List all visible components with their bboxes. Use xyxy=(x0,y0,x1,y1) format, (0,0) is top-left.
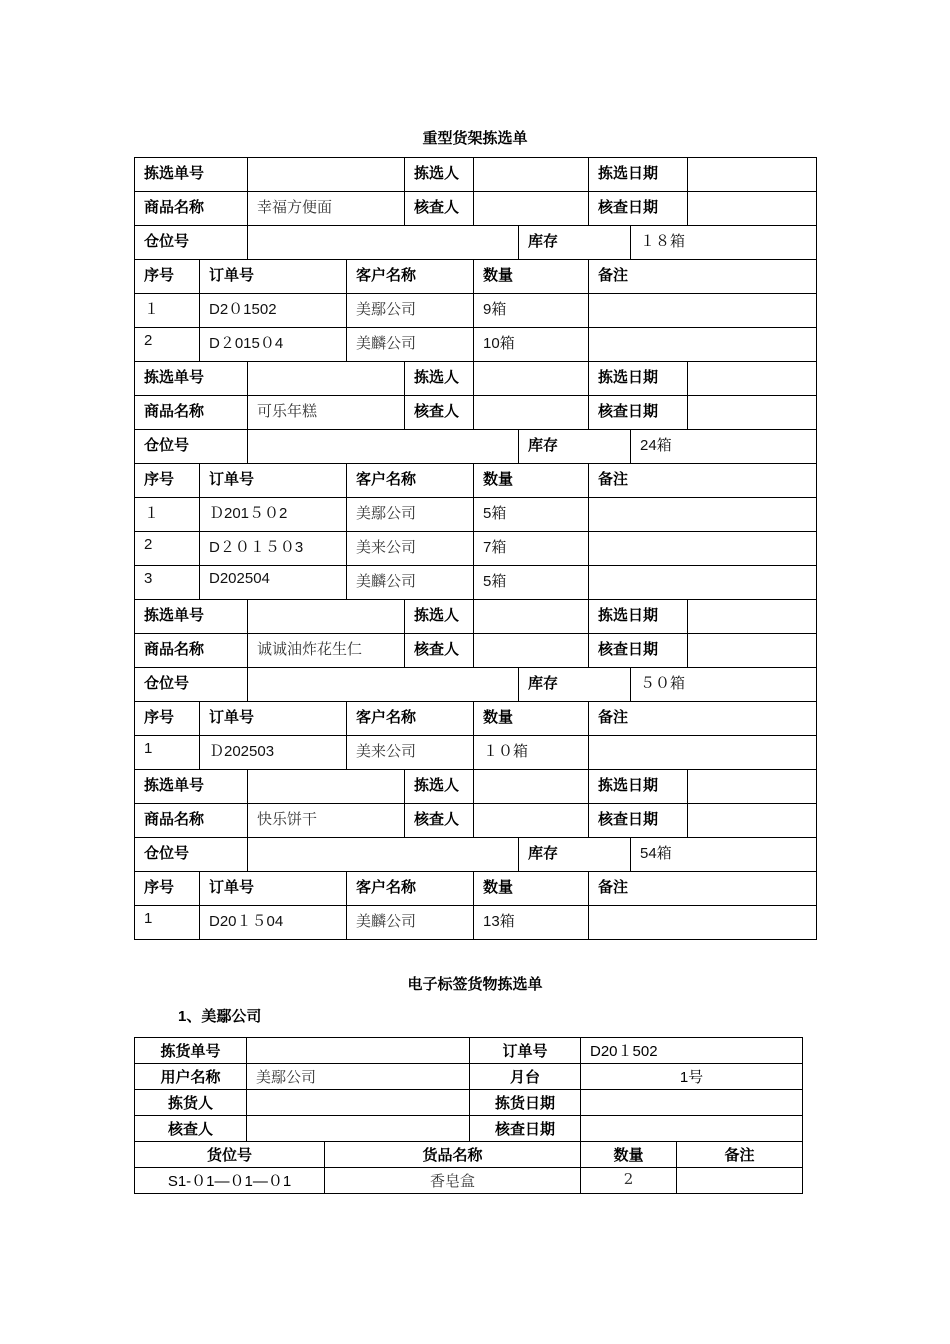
item-row xyxy=(135,566,817,600)
qty-value: １０箱 xyxy=(474,736,589,770)
order-no-value: D202504 xyxy=(200,566,347,600)
user-name-label: 用户名称 xyxy=(135,1064,247,1090)
seq-value: 2 xyxy=(135,328,200,362)
qty-value: 10箱 xyxy=(474,328,589,362)
check-date-value[interactable] xyxy=(688,192,817,226)
pick-date-value[interactable] xyxy=(688,770,817,804)
picker-label: 拣选人 xyxy=(405,770,474,804)
checker-value[interactable] xyxy=(474,192,589,226)
location-header: 货位号 xyxy=(135,1142,325,1168)
order-no-value: Ｄ201５０2 xyxy=(200,498,347,532)
location-no-value[interactable] xyxy=(248,838,519,872)
remark-header: 备注 xyxy=(677,1142,803,1168)
customer-subtitle: 1、美鄢公司 xyxy=(178,1008,262,1025)
electronic-label-title: 电子标签货物拣选单 xyxy=(407,976,543,993)
pick-date-value[interactable] xyxy=(581,1090,803,1116)
pick-no-label: 拣选单号 xyxy=(135,600,248,634)
remark-value[interactable] xyxy=(589,294,817,328)
goods-name-value: 香皂盒 xyxy=(325,1168,581,1194)
remark-value[interactable] xyxy=(589,498,817,532)
location-no-label: 仓位号 xyxy=(135,838,248,872)
remark-value[interactable] xyxy=(589,906,817,940)
qty-value: 5箱 xyxy=(474,498,589,532)
pick-no-row xyxy=(135,362,817,396)
order-no-value: D20１５04 xyxy=(200,906,347,940)
qty-value: 13箱 xyxy=(474,906,589,940)
pick-no-value[interactable] xyxy=(248,770,405,804)
pick-date-value[interactable] xyxy=(688,158,817,192)
pick-no-row xyxy=(135,770,817,804)
remark-value[interactable] xyxy=(589,328,817,362)
qty-value: 9箱 xyxy=(474,294,589,328)
electronic-pick-table xyxy=(134,1037,803,1194)
product-name-value: 幸福方便面 xyxy=(248,192,405,226)
checker-value[interactable] xyxy=(474,396,589,430)
picker-label: 拣选人 xyxy=(405,600,474,634)
remark-header: 备注 xyxy=(589,464,817,498)
pick-no-label: 拣选单号 xyxy=(135,770,248,804)
item-header-row xyxy=(135,464,817,498)
item-row xyxy=(135,532,817,566)
picker-label: 拣选人 xyxy=(405,158,474,192)
customer-value: 美来公司 xyxy=(347,736,474,770)
qty-header: 数量 xyxy=(474,464,589,498)
picker-label: 拣货人 xyxy=(135,1090,247,1116)
product-name-label: 商品名称 xyxy=(135,396,248,430)
checker-label: 核查人 xyxy=(405,804,474,838)
seq-value: 2 xyxy=(135,532,200,566)
location-no-value[interactable] xyxy=(248,430,519,464)
item-row xyxy=(135,736,817,770)
check-date-label: 核查日期 xyxy=(589,804,688,838)
product-name-label: 商品名称 xyxy=(135,634,248,668)
picker-value[interactable] xyxy=(474,158,589,192)
pick-date-label: 拣选日期 xyxy=(589,600,688,634)
checker-label: 核查人 xyxy=(405,396,474,430)
product-name-label: 商品名称 xyxy=(135,804,248,838)
pick-date-label: 拣货日期 xyxy=(470,1090,581,1116)
location-row xyxy=(135,668,817,702)
seq-header: 序号 xyxy=(135,260,200,294)
qty-header: 数量 xyxy=(474,260,589,294)
item-row xyxy=(135,906,817,940)
check-date-label: 核查日期 xyxy=(589,634,688,668)
seq-header: 序号 xyxy=(135,702,200,736)
location-row xyxy=(135,226,817,260)
check-date-label: 核查日期 xyxy=(470,1116,581,1142)
checker-value[interactable] xyxy=(474,634,589,668)
pick-no-value[interactable] xyxy=(248,158,405,192)
remark-value[interactable] xyxy=(677,1168,803,1194)
order-no-value: D２015０4 xyxy=(200,328,347,362)
pick-no-row xyxy=(135,158,817,192)
customer-header: 客户名称 xyxy=(347,260,474,294)
pick-date-value[interactable] xyxy=(688,600,817,634)
location-value: S1-０1—０1—０1 xyxy=(135,1168,325,1194)
qty-header: 数量 xyxy=(474,872,589,906)
location-row xyxy=(135,430,817,464)
seq-header: 序号 xyxy=(135,464,200,498)
product-row xyxy=(135,396,817,430)
checker-value[interactable] xyxy=(474,804,589,838)
item-header-row xyxy=(135,702,817,736)
check-date-value[interactable] xyxy=(688,634,817,668)
pick-no-label: 拣货单号 xyxy=(135,1038,247,1064)
order-no-header: 订单号 xyxy=(200,464,347,498)
check-date-value[interactable] xyxy=(688,396,817,430)
stock-label: 库存 xyxy=(519,226,631,260)
heavy-shelf-title: 重型货架拣选单 xyxy=(422,130,528,147)
pick-no-label: 拣选单号 xyxy=(135,362,248,396)
stock-value: １８箱 xyxy=(631,226,817,260)
customer-value: 美鄢公司 xyxy=(347,498,474,532)
item-row xyxy=(135,294,817,328)
seq-value: 3 xyxy=(135,566,200,600)
seq-value: １ xyxy=(135,498,200,532)
pick-date-label: 拣选日期 xyxy=(589,158,688,192)
pick-no-value[interactable] xyxy=(248,362,405,396)
pick-date-label: 拣选日期 xyxy=(589,770,688,804)
picker-label: 拣选人 xyxy=(405,362,474,396)
qty-value: 7箱 xyxy=(474,532,589,566)
order-no-label: 订单号 xyxy=(470,1038,581,1064)
heavy-shelf-pick-table xyxy=(134,157,817,940)
stock-label: 库存 xyxy=(519,668,631,702)
seq-value: 1 xyxy=(135,906,200,940)
goods-name-header: 货品名称 xyxy=(325,1142,581,1168)
product-name-value: 可乐年糕 xyxy=(248,396,405,430)
customer-value: 美麟公司 xyxy=(347,328,474,362)
qty-header: 数量 xyxy=(581,1142,677,1168)
user-name-value[interactable]: 美鄢公司 xyxy=(247,1064,470,1090)
pick-date-value[interactable] xyxy=(688,362,817,396)
stock-label: 库存 xyxy=(519,838,631,872)
remark-header: 备注 xyxy=(589,702,817,736)
checker-label: 核查人 xyxy=(405,192,474,226)
item-header-row xyxy=(135,260,817,294)
check-date-value[interactable] xyxy=(581,1116,803,1142)
elec-row-checker xyxy=(135,1116,803,1142)
pick-date-label: 拣选日期 xyxy=(589,362,688,396)
elec-row-pick-no xyxy=(135,1038,803,1064)
product-row xyxy=(135,192,817,226)
remark-value[interactable] xyxy=(589,532,817,566)
product-name-label: 商品名称 xyxy=(135,192,248,226)
remark-value[interactable] xyxy=(589,566,817,600)
picker-value[interactable] xyxy=(474,600,589,634)
stock-value: 54箱 xyxy=(631,838,817,872)
location-no-label: 仓位号 xyxy=(135,226,248,260)
product-row xyxy=(135,634,817,668)
picker-value[interactable] xyxy=(474,770,589,804)
seq-value: １ xyxy=(135,294,200,328)
remark-value[interactable] xyxy=(589,736,817,770)
platform-label: 月台 xyxy=(470,1064,581,1090)
customer-header: 客户名称 xyxy=(347,702,474,736)
customer-value: 美鄢公司 xyxy=(347,294,474,328)
checker-value[interactable] xyxy=(247,1116,470,1142)
elec-row-header xyxy=(135,1142,803,1168)
product-name-value: 快乐饼干 xyxy=(248,804,405,838)
check-date-label: 核查日期 xyxy=(589,192,688,226)
seq-value: 1 xyxy=(135,736,200,770)
location-no-label: 仓位号 xyxy=(135,430,248,464)
picker-value[interactable] xyxy=(247,1090,470,1116)
order-no-value: D２０１５０3 xyxy=(200,532,347,566)
qty-value: 5箱 xyxy=(474,566,589,600)
pick-no-row xyxy=(135,600,817,634)
pick-no-value[interactable] xyxy=(248,600,405,634)
checker-label: 核查人 xyxy=(135,1116,247,1142)
customer-value: 美来公司 xyxy=(347,532,474,566)
seq-header: 序号 xyxy=(135,872,200,906)
item-row xyxy=(135,498,817,532)
stock-label: 库存 xyxy=(519,430,631,464)
elec-item-row xyxy=(135,1168,803,1194)
item-header-row xyxy=(135,872,817,906)
qty-value: 2 xyxy=(581,1168,677,1194)
location-no-value[interactable] xyxy=(248,668,519,702)
checker-label: 核查人 xyxy=(405,634,474,668)
platform-value[interactable]: 1号 xyxy=(581,1064,803,1090)
order-no-value: D2０1502 xyxy=(200,294,347,328)
remark-header: 备注 xyxy=(589,872,817,906)
location-row xyxy=(135,838,817,872)
check-date-value[interactable] xyxy=(688,804,817,838)
order-no-value[interactable]: D20１502 xyxy=(581,1038,803,1064)
qty-header: 数量 xyxy=(474,702,589,736)
customer-value: 美麟公司 xyxy=(347,566,474,600)
location-no-label: 仓位号 xyxy=(135,668,248,702)
check-date-label: 核查日期 xyxy=(589,396,688,430)
order-no-header: 订单号 xyxy=(200,702,347,736)
elec-row-user xyxy=(135,1064,803,1090)
order-no-header: 订单号 xyxy=(200,872,347,906)
product-name-value: 诚诚油炸花生仁 xyxy=(248,634,405,668)
item-row xyxy=(135,328,817,362)
picker-value[interactable] xyxy=(474,362,589,396)
remark-header: 备注 xyxy=(589,260,817,294)
elec-row-picker xyxy=(135,1090,803,1116)
location-no-value[interactable] xyxy=(248,226,519,260)
stock-value: ５０箱 xyxy=(631,668,817,702)
customer-header: 客户名称 xyxy=(347,464,474,498)
stock-value: 24箱 xyxy=(631,430,817,464)
customer-value: 美麟公司 xyxy=(347,906,474,940)
customer-header: 客户名称 xyxy=(347,872,474,906)
pick-no-label: 拣选单号 xyxy=(135,158,248,192)
order-no-header: 订单号 xyxy=(200,260,347,294)
pick-no-value[interactable] xyxy=(247,1038,470,1064)
product-row xyxy=(135,804,817,838)
order-no-value: Ｄ202503 xyxy=(200,736,347,770)
